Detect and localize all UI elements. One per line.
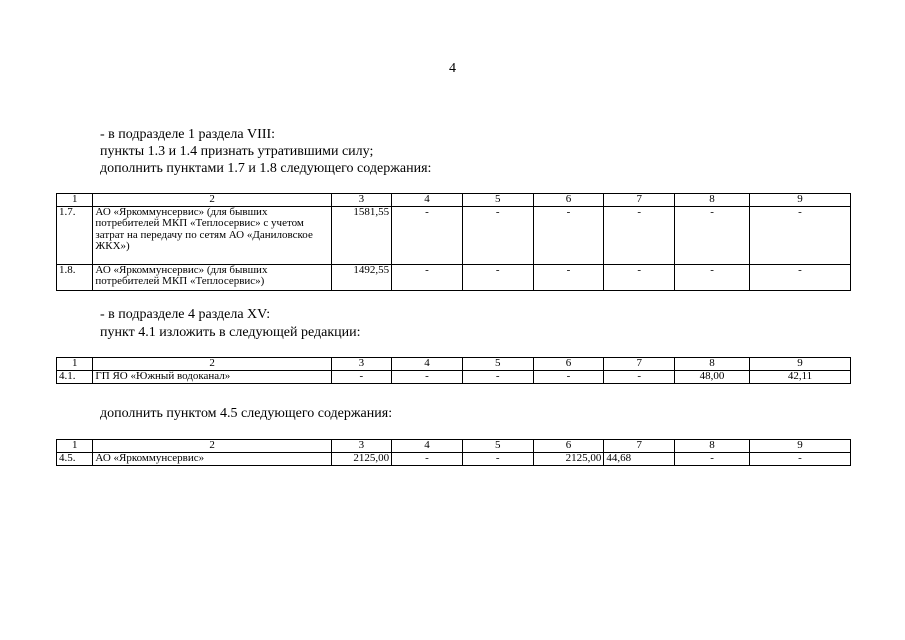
- row-number: 1.7.: [57, 206, 93, 264]
- header-cell-6: 6: [533, 194, 604, 207]
- cell-col3: 1581,55: [331, 206, 391, 264]
- header-cell-9: 9: [749, 194, 850, 207]
- cell-col7: 44,68: [604, 452, 675, 465]
- header-cell-2: 2: [93, 194, 331, 207]
- header-cell-7: 7: [604, 194, 675, 207]
- cell-col8: -: [675, 452, 750, 465]
- cell-col9: 42,11: [749, 370, 850, 383]
- cell-col8: 48,00: [675, 370, 750, 383]
- section2-line-1: - в подразделе 4 раздела XV:: [100, 307, 271, 322]
- header-cell-2: 2: [93, 358, 331, 371]
- header-cell-6: 6: [533, 440, 604, 453]
- table-header-row: [57, 358, 851, 371]
- cell-col8: -: [675, 206, 750, 264]
- row-number: 4.1.: [57, 370, 93, 383]
- header-cell-9: 9: [749, 358, 850, 371]
- row-name: ГП ЯО «Южный водоканал»: [93, 370, 331, 383]
- cell-col9: -: [749, 452, 850, 465]
- header-cell-6: 6: [533, 358, 604, 371]
- table-row: [57, 370, 851, 383]
- header-cell-8: 8: [675, 440, 750, 453]
- cell-col8: -: [675, 264, 750, 290]
- header-cell-9: 9: [749, 440, 850, 453]
- row-number: 4.5.: [57, 452, 93, 465]
- cell-col9: -: [749, 264, 850, 290]
- cell-col6: -: [533, 264, 604, 290]
- section1-line-1: - в подразделе 1 раздела VIII:: [100, 127, 276, 142]
- cell-col5: -: [462, 452, 533, 465]
- table-header-row: [57, 440, 851, 453]
- table-section2: [56, 357, 851, 384]
- header-cell-2: 2: [93, 440, 331, 453]
- cell-col7: -: [604, 264, 675, 290]
- cell-col6: -: [533, 370, 604, 383]
- cell-col7: -: [604, 206, 675, 264]
- table-row: [57, 452, 851, 465]
- row-name: АО «Яркоммунсервис» (для бывших потребителей МКП «Теплосервис» с учетом затрат на передачу по сетям АО «Даниловское ЖКХ»): [93, 206, 331, 264]
- cell-col9: -: [749, 206, 850, 264]
- header-cell-3: 3: [331, 358, 391, 371]
- header-cell-4: 4: [392, 194, 463, 207]
- header-cell-3: 3: [331, 194, 391, 207]
- cell-col5: -: [462, 206, 533, 264]
- cell-col5: -: [462, 370, 533, 383]
- table-section3: [56, 439, 851, 466]
- section1-line-3: дополнить пунктами 1.7 и 1.8 следующего содержания:: [100, 161, 432, 176]
- cell-col7: -: [604, 370, 675, 383]
- table-row: [57, 264, 851, 290]
- cell-col3: -: [331, 370, 391, 383]
- table-header-row: [57, 194, 851, 207]
- section2-line-2: пункт 4.1 изложить в следующей редакции:: [100, 325, 361, 340]
- section1-line-2: пункты 1.3 и 1.4 признать утратившими силу;: [100, 144, 374, 159]
- cell-col3: 2125,00: [331, 452, 391, 465]
- header-cell-8: 8: [675, 194, 750, 207]
- header-cell-8: 8: [675, 358, 750, 371]
- cell-col6: -: [533, 206, 604, 264]
- header-cell-1: 1: [57, 358, 93, 371]
- header-cell-1: 1: [57, 194, 93, 207]
- header-cell-5: 5: [462, 358, 533, 371]
- row-number: 1.8.: [57, 264, 93, 290]
- header-cell-3: 3: [331, 440, 391, 453]
- header-cell-5: 5: [462, 440, 533, 453]
- cell-col4: -: [392, 264, 463, 290]
- header-cell-1: 1: [57, 440, 93, 453]
- cell-col3: 1492,55: [331, 264, 391, 290]
- header-cell-7: 7: [604, 440, 675, 453]
- cell-col4: -: [392, 206, 463, 264]
- header-cell-7: 7: [604, 358, 675, 371]
- cell-col4: -: [392, 452, 463, 465]
- table-section1: [56, 193, 851, 291]
- header-cell-4: 4: [392, 358, 463, 371]
- cell-col6: 2125,00: [533, 452, 604, 465]
- page-number: 4: [449, 61, 456, 76]
- cell-col5: -: [462, 264, 533, 290]
- cell-col4: -: [392, 370, 463, 383]
- section3-line: дополнить пунктом 4.5 следующего содержания:: [100, 406, 393, 421]
- header-cell-5: 5: [462, 194, 533, 207]
- row-name: АО «Яркоммунсервис»: [93, 452, 331, 465]
- row-name: АО «Яркоммунсервис» (для бывших потребителей МКП «Теплосервис»): [93, 264, 331, 290]
- table-row: [57, 206, 851, 264]
- header-cell-4: 4: [392, 440, 463, 453]
